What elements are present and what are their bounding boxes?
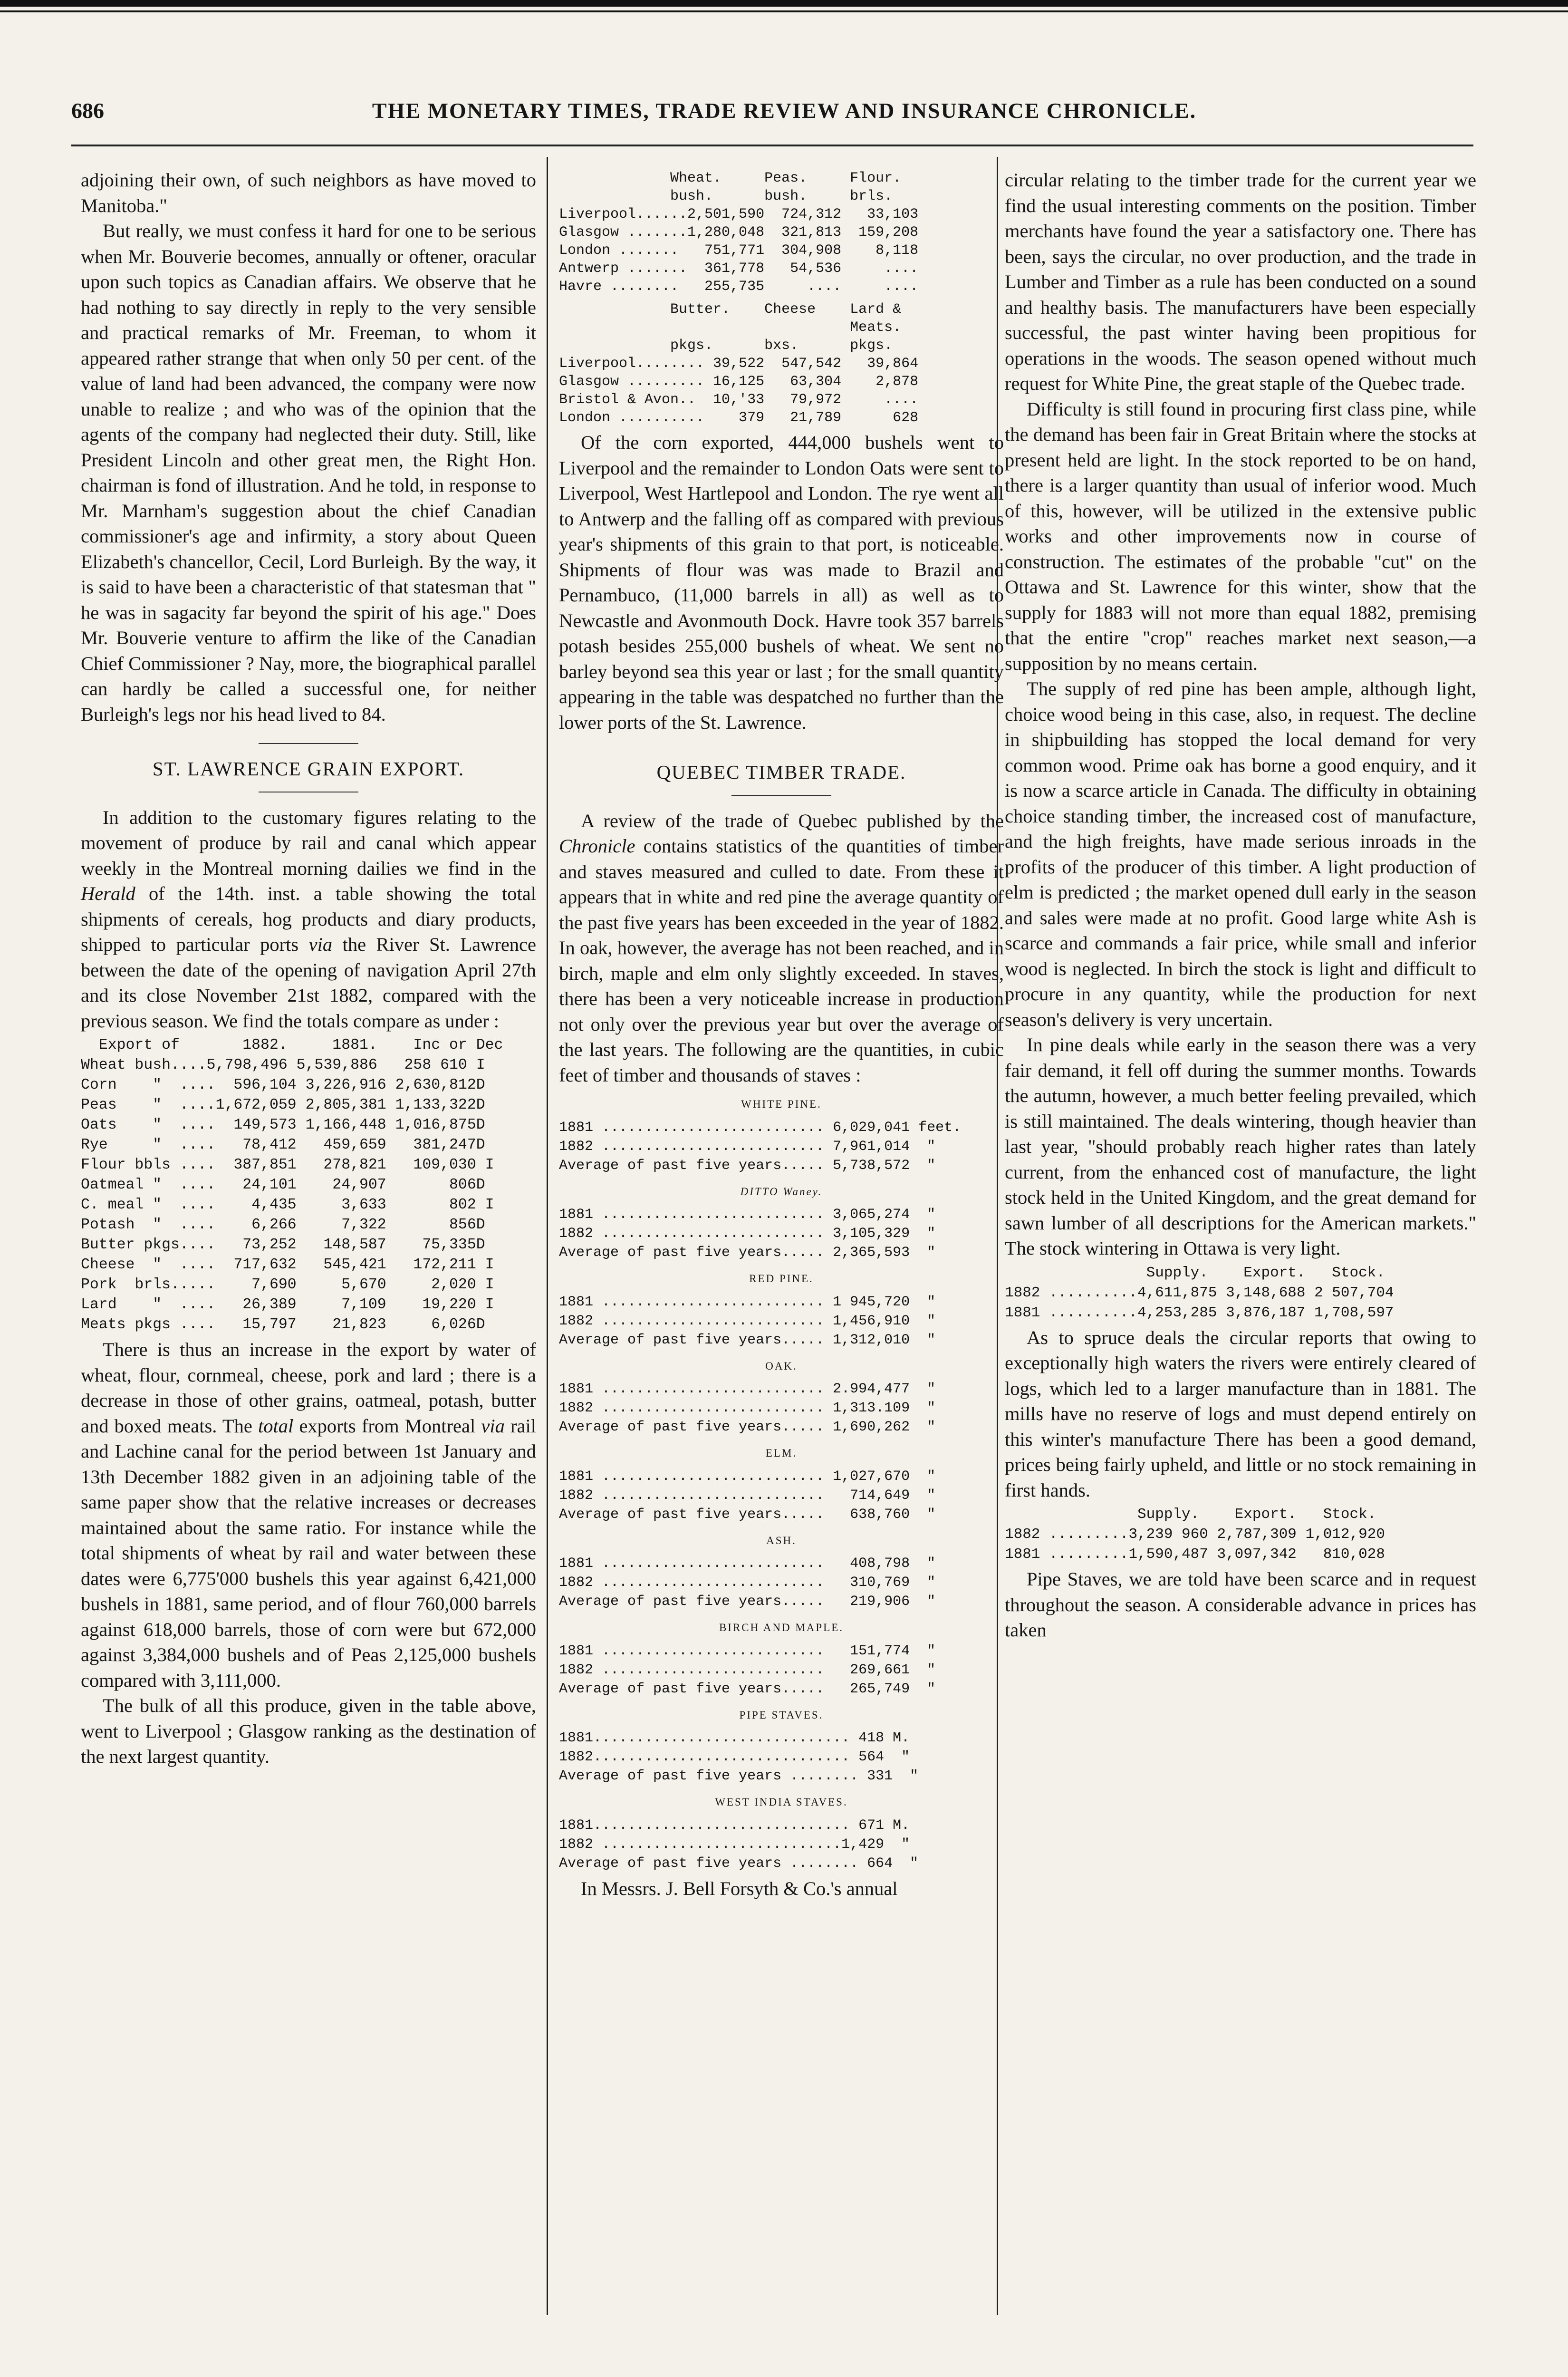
top-border-thin bbox=[0, 10, 1568, 12]
timber-table-red-pine: 1881 .......................... 1 945,720 " 1882 .......................... 1,456,910 " Average of past five years..... 1,312,010 " bbox=[559, 1294, 936, 1348]
table-heading-white-pine: WHITE PINE. bbox=[741, 1098, 822, 1110]
italic-text: Chronicle bbox=[559, 835, 635, 857]
italic-text: via bbox=[481, 1415, 505, 1437]
section-rule bbox=[731, 795, 831, 796]
paragraph: The supply of red pine has been ample, although light, choice wood being in this case, also, in request. The decline in shipbuilding has stopped the local demand for very common wood. Prime oak has borne a good enquiry, and it is now a scarce article in Canada. The difficulty in obtaining choice standing timber, the increased cost of manufacture, and the high freights, have made serious inroads in the profits of the producer of this timber. A light production of elm is predicted ; the market opened dull early in the season and sales were made at no profit. Good large white Ash is scarce and commands a fair price, while small and inferior wood is neglected. In birch the stock is light and difficult to procure in any quantity, while the production for next season's delivery is very uncertain. bbox=[1005, 678, 1476, 1030]
timber-table-white-pine: 1881 .......................... 6,029,041 feet. 1882 .......................... 7,961,014 " Average of past five years..... 5,738,572 " bbox=[559, 1119, 962, 1174]
table-heading-waney: DITTO Waney. bbox=[740, 1185, 823, 1198]
table-heading-ash: ASH. bbox=[766, 1534, 797, 1546]
timber-table-waney: 1881 .......................... 3,065,274 " 1882 .......................... 3,105,329 " Average of past five years..... 2,365,593 " bbox=[559, 1207, 936, 1261]
text-run: exports from Montreal bbox=[293, 1415, 481, 1437]
timber-table-west-india-staves: 1881.............................. 671 M. 1882 ............................1,429 " Average of past five years ........ 664 " bbox=[559, 1817, 919, 1872]
text-run: In addition to the customary figures relating to the movement of produce by rail and canal which appear weekly in the Montreal morning dailies we find in the bbox=[81, 806, 536, 879]
text-run: the River St. Lawrence between the date of the opening of navigation April 27th and its close November 21st 1882, compared with the previous season. We find the totals compare as under : bbox=[81, 934, 536, 1032]
paragraph: The bulk of all this produce, given in the table above, went to Liverpool ; Glasgow ranking as the destination of the next largest quantity. bbox=[81, 1695, 536, 1767]
ports-table-provisions: Butter. Cheese Lard & Meats. pkgs. bxs. pkgs. Liverpool........ 39,522 547,542 39,864 Glasgow ......... 16,125 63,304 2,878 Bristol & Avon.. 10,'33 79,972 .... London .......... 379 21,789 628 bbox=[559, 301, 919, 426]
section-heading: ST. LAWRENCE GRAIN EXPORT. bbox=[152, 758, 465, 780]
timber-table-oak: 1881 .......................... 2.994,477 " 1882 .......................... 1,313.109 " Average of past five years..... 1,690,262 " bbox=[559, 1381, 936, 1435]
paragraph: circular relating to the timber trade for the current year we find the usual interesting comments on the position. Timber merchants have found the year a satisfactory one. There has been, says the circular, no over production, and the trade in Lumber and Timber as a rule has been conducted on a sound and healthy basis. The manufacturers have been especially successful, the past winter having been propitious for operations in the woods. The season opened without much request for White Pine, the great staple of the Quebec trade. bbox=[1005, 169, 1476, 394]
column-1 bbox=[81, 167, 536, 1769]
text-run: contains statistics of the quantities of timber and staves measured and culled to date. From these it appears that in white and red pine the average quantity of the past five years has been exceeded in the year of 1882. In oak, however, the average has not been reached, and in birch, maple and elm only slightly exceeded. In staves, there has been a very noticeable increase in production not only over the previous year but over the average of the last years. The following are the quantities, in cubic feet of timber and thousands of staves : bbox=[559, 835, 1004, 1086]
section-heading: QUEBEC TIMBER TRADE. bbox=[656, 761, 906, 783]
ports-table-grain: Wheat. Peas. Flour. bush. bush. brls. Liverpool......2,501,590 724,312 33,103 Glasgow .......1,280,048 321,813 159,208 London ....... 751,771 304,908 8,118 Antwerp ....... 361,778 54,536 .... Havre ........ 255,735 .... .... bbox=[559, 170, 919, 295]
paragraph: In Messrs. J. Bell Forsyth & Co.'s annual bbox=[581, 1877, 898, 1899]
table-heading-elm: ELM. bbox=[765, 1447, 798, 1459]
paragraph: In pine deals while early in the season there was a very fair demand, it fell off during the summer months. Towards the autumn, however, a much better feeling prevailed, which is still maintained. The deals wintering, though heavier than last year, "should probably reach higher rates than lately current, from the enhanced cost of manufacture, the light stock held in the United Kingdom, and the great demand for sawn lumber of all descriptions for the American markets." The stock wintering in Ottawa is very light. bbox=[1005, 1034, 1476, 1259]
text-run: There is thus an increase in the export by water of wheat, flour, cornmeal, cheese, pork and lard ; there is a decrease in those of other grains, oatmeal, potash, butter and boxed meats. The bbox=[81, 1339, 536, 1437]
header-rule bbox=[71, 145, 1473, 146]
paragraph bbox=[559, 808, 1004, 1088]
table-heading-birch-maple: BIRCH AND MAPLE. bbox=[719, 1622, 844, 1633]
paragraph bbox=[81, 805, 536, 1034]
table-heading-pipe-staves: PIPE STAVES. bbox=[739, 1709, 824, 1721]
timber-table-ash: 1881 .......................... 408,798 " 1882 .......................... 310,769 " Average of past five years..... 219,906 " bbox=[559, 1556, 936, 1610]
top-border bbox=[0, 0, 1568, 7]
page-header bbox=[71, 98, 1497, 136]
column-2 bbox=[559, 167, 1004, 1901]
paragraph bbox=[81, 1337, 536, 1693]
table-heading-oak: OAK. bbox=[765, 1360, 798, 1372]
column-3 bbox=[1005, 167, 1476, 1643]
section-rule bbox=[259, 743, 358, 744]
export-table: Export of 1882. 1881. Inc or Dec Wheat bush....5,798,496 5,539,886 258 610 I Corn " .... 596,104 3,226,916 2,630,812D Peas " ....1,672,059 2,805,381 1,133,322D Oats " .... 149,573 1,166,448 1,016,875D Rye " .... 78,412 459,659 381,247D Flour bbls .... 387,851 278,821 109,030 I Oatmeal " .... 24,101 24,907 806D C. meal " .... 4,435 3,633 802 I Potash " .... 6,266 7,322 856D Butter pkgs.... 73,252 148,587 75,335D Cheese " .... 717,632 545,421 172,211 I Pork brls..... 7,690 5,670 2,020 I Lard " .... 26,389 7,109 19,220 I Meats pkgs .... 15,797 21,823 6,026D bbox=[81, 1037, 503, 1333]
paragraph: adjoining their own, of such neighbors as have moved to Manitoba." bbox=[81, 169, 536, 216]
italic-text: total bbox=[258, 1415, 294, 1437]
paragraph: Pipe Staves, we are told have been scarce and in request throughout the season. A considerable advance in prices has taken bbox=[1005, 1568, 1476, 1641]
paragraph: As to spruce deals the circular reports that owing to exceptionally high waters the rivers were entirely cleared of logs, which led to a larger manufacture than in 1881. The mills have no reserve of logs and must depend entirely on this winter's manufacture There has been a good demand, prices being fairly upheld, and little or no stock remaining in first hands. bbox=[1005, 1326, 1476, 1501]
supply-table-pine-deals: Supply. Export. Stock. 1882 ..........4,611,875 3,148,688 2 507,704 1881 ..........4,253,285 3,876,187 1,708,597 bbox=[1005, 1264, 1394, 1321]
timber-table-birch-maple: 1881 .......................... 151,774 " 1882 .......................... 269,661 " Average of past five years..... 265,749 " bbox=[559, 1643, 936, 1697]
text-run: rail and Lachine canal for the period between 1st January and 13th December 1882 given in an adjoining table of the same paper show that the relative increases or decreases maintained about the same ratio. For instance while the total shipments of wheat by rail and water between these dates were 6,775'000 bushels this year against 6,421,000 bushels in 1881, same period, and of flour 760,000 barrels against 618,000 barrels, those of corn were but 672,000 against 3,384,000 bushels and of Peas 2,125,000 bushels compared with 3,111,000. bbox=[81, 1415, 537, 1691]
italic-text: Herald bbox=[81, 883, 135, 904]
table-heading-west-india-staves: WEST INDIA STAVES. bbox=[715, 1796, 848, 1808]
paragraph: Of the corn exported, 444,000 bushels went to Liverpool and the remainder to London Oats were sent to Liverpool, West Hartlepool and London. The rye went all to Antwerp and the falling off as compared with previous year's shipments of this grain to that port, is noticeable. Shipments of flour was was made to Brazil and Pernambuco, (11,000 barrels in all) as well as to Newcastle and Avonmouth Dock. Havre took 357 barrels potash besides 255,000 bushels of wheat. We sent no barley beyond sea this year or last ; for the small quantity appearing in the table was despatched no further than the lower ports of the St. Lawrence. bbox=[559, 432, 1004, 733]
italic-text: via bbox=[308, 934, 333, 955]
table-heading-red-pine: RED PINE. bbox=[749, 1273, 814, 1285]
paragraph: But really, we must confess it hard for one to be serious when Mr. Bouverie becomes, annually or oftener, oracular upon such topics as Canadian affairs. We observe that he had nothing to say directly in reply to the very sensible and practical remarks of Mr. Freeman, to whom it appeared rather strange that when only 50 per cent. of the value of land had been advanced, the company were now unable to realize ; and who was of the opinion that the agents of the company had neglected their duty. Still, like President Lincoln and other great men, the Right Hon. chairman is fond of illustration. And he told, in response to Mr. Marnham's suggestion about the chief Canadian commissioner's age and infirmity, a story about Queen Elizabeth's chancellor, Cecil, Lord Burleigh. By the way, it is said to have been a characteristic of that statesman that " he was in sagacity far beyond the spirit of his age." Does Mr. Bouverie venture to affirm the like of the Canadian Chief Commissioner ? Nay, more, the biographical parallel can hardly be called a successful one, for neither Burleigh's legs nor his head lived to 84. bbox=[81, 220, 536, 725]
page-title: THE MONETARY TIMES, TRADE REVIEW AND INSURANCE CHRONICLE. bbox=[372, 98, 1197, 123]
text-run: A review of the trade of Quebec published by the bbox=[581, 810, 1004, 831]
text-run: of the 14th. inst. a table showing the total shipments of cereals, hog products and diary products, shipped to particular ports bbox=[81, 883, 536, 955]
supply-table-spruce-deals: Supply. Export. Stock. 1882 .........3,239 960 2,787,309 1,012,920 1881 .........1,590,487 3,097,342 810,028 bbox=[1005, 1506, 1385, 1563]
page-number: 686 bbox=[71, 98, 104, 123]
timber-table-pipe-staves: 1881.............................. 418 M. 1882.............................. 564 " Average of past five years ........ 331 " bbox=[559, 1730, 919, 1784]
column-rule-1 bbox=[547, 157, 548, 2315]
paragraph: Difficulty is still found in procuring first class pine, while the demand has been fair in Great Britain where the stocks at present held are light. In the stock reported to be on hand, there is a larger quantity than usual of inferior wood. Much of this, however, will be utilized in the extensive public works and other improvements now in course of construction. The estimates of the probable "cut" on the Ottawa and St. Lawrence for this winter, show that the supply for 1883 will not more than equal 1882, premising that the entire "crop" reaches market next season,—a supposition by no means certain. bbox=[1005, 398, 1476, 674]
timber-table-elm: 1881 .......................... 1,027,670 " 1882 .......................... 714,649 " Average of past five years..... 638,760 " bbox=[559, 1468, 936, 1523]
